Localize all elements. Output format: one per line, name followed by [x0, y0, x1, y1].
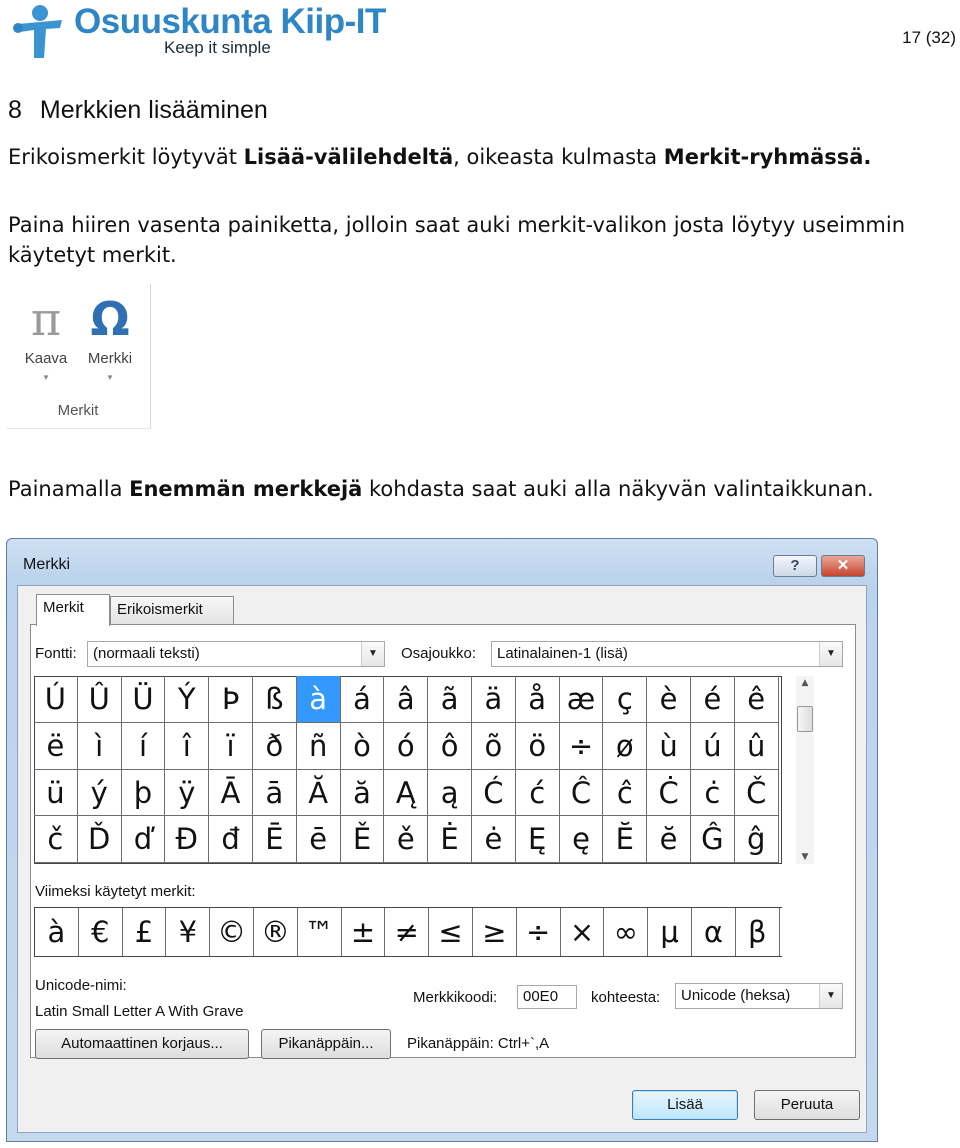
symbol-cell[interactable]: û — [735, 723, 779, 770]
shortcut-key-button[interactable]: Pikanäppäin... — [261, 1029, 391, 1059]
symbol-cell[interactable]: ß — [253, 676, 297, 723]
symbol-cell[interactable]: Č — [735, 770, 779, 817]
autocorrect-button[interactable]: Automaattinen korjaus... — [35, 1029, 249, 1059]
scroll-down-icon[interactable]: ▼ — [801, 852, 809, 862]
recent-symbol-cell[interactable]: ® — [254, 908, 298, 956]
recent-symbol-cell[interactable]: ≥ — [473, 908, 517, 956]
p1-text-2: , oikeasta kulmasta — [453, 145, 664, 169]
section-number: 8 — [8, 96, 22, 124]
symbol-cell[interactable]: ď — [122, 816, 166, 863]
symbol-dialog — [6, 538, 878, 1142]
symbol-cell[interactable]: ò — [341, 723, 385, 770]
p1-text-1: Erikoismerkit löytyvät — [8, 145, 244, 169]
symbol-cell[interactable]: đ — [209, 816, 253, 863]
unicode-name-value: Latin Small Letter A With Grave — [35, 1003, 244, 1020]
subset-value: Latinalainen-1 (lisä) — [497, 645, 628, 662]
recent-symbol-cell[interactable]: β — [736, 908, 780, 956]
symbol-cell[interactable]: ü — [34, 770, 78, 817]
from-label: kohteesta: — [591, 989, 661, 1006]
recent-symbol-cell[interactable]: × — [561, 908, 605, 956]
char-code-input[interactable]: 00E0 — [517, 985, 577, 1009]
symbol-cell[interactable]: ć — [516, 770, 560, 817]
symbol-cell[interactable]: ĕ — [647, 816, 691, 863]
help-button[interactable]: ? — [773, 555, 817, 577]
section-title: Merkkien lisääminen — [39, 96, 268, 124]
page-number: 17 (32) — [902, 28, 956, 47]
recent-symbol-cell[interactable]: € — [79, 908, 123, 956]
section-heading — [8, 96, 268, 125]
recent-symbol-cell[interactable]: μ — [648, 908, 692, 956]
symbol-cell[interactable]: Û — [78, 676, 122, 723]
recent-symbol-cell[interactable]: α — [692, 908, 736, 956]
symbol-cell[interactable]: Ĝ — [691, 816, 735, 863]
symbol-cell[interactable]: í — [122, 723, 166, 770]
symbol-cell[interactable]: ø — [603, 723, 647, 770]
grid-scrollbar[interactable] — [796, 676, 814, 864]
paragraph-1 — [8, 142, 958, 172]
symbol-cell[interactable]: Ě — [341, 816, 385, 863]
symbol-cell[interactable]: î — [165, 723, 209, 770]
recent-symbol-cell[interactable]: ≠ — [385, 908, 429, 956]
symbol-cell[interactable]: Ć — [472, 770, 516, 817]
symbol-cell[interactable]: ô — [428, 723, 472, 770]
omega-icon: Ω — [90, 292, 130, 346]
scroll-up-icon[interactable]: ▲ — [801, 678, 809, 688]
insert-button[interactable]: Lisää — [632, 1090, 738, 1120]
symbol-cell[interactable]: ĝ — [735, 816, 779, 863]
symbol-cell[interactable]: Ĉ — [560, 770, 604, 817]
logo-tagline: Keep it simple — [164, 38, 271, 57]
paragraph-2: Paina hiiren vasenta painiketta, jolloin saat auki merkit-valikon josta löytyy useimmin käytetyt merkit. — [8, 213, 906, 267]
subset-label: Osajoukko: — [401, 645, 477, 662]
symbol-cell[interactable]: Ü — [122, 676, 166, 723]
symbol-cell[interactable]: ç — [603, 676, 647, 723]
symbol-cell[interactable]: ē — [297, 816, 341, 863]
symbol-cell[interactable]: ö — [516, 723, 560, 770]
symbol-cell[interactable]: ú — [691, 723, 735, 770]
symbol-cell[interactable]: Ę — [516, 816, 560, 863]
symbol-cell[interactable]: Ă — [297, 770, 341, 817]
symbol-cell[interactable]: Ċ — [647, 770, 691, 817]
paragraph-3 — [8, 474, 958, 504]
p1-bold-2: Merkit-ryhmässä. — [663, 145, 872, 169]
company-logo — [4, 2, 386, 60]
chevron-down-icon: ▼ — [42, 373, 50, 382]
symbol-cell[interactable]: ì — [78, 723, 122, 770]
symbol-cell[interactable]: ð — [253, 723, 297, 770]
ribbon-symbols-group — [6, 284, 151, 429]
char-code-label: Merkkikoodi: — [413, 989, 498, 1006]
chevron-down-icon[interactable]: ▼ — [361, 642, 384, 666]
recent-symbol-cell[interactable]: ∞ — [604, 908, 648, 956]
recent-symbol-cell[interactable]: ≤ — [429, 908, 473, 956]
font-select[interactable] — [87, 641, 385, 667]
close-button[interactable]: ✕ — [821, 555, 865, 577]
symbol-cell[interactable]: Ú — [34, 676, 78, 723]
dialog-client — [17, 585, 867, 1133]
symbol-cell[interactable]: Ā — [209, 770, 253, 817]
pi-icon: π — [30, 292, 62, 346]
recent-symbol-cell[interactable]: à — [35, 908, 79, 956]
recent-symbol-cell[interactable]: © — [210, 908, 254, 956]
symbol-cell[interactable]: ý — [78, 770, 122, 817]
symbol-cell[interactable]: Ė — [428, 816, 472, 863]
symbol-cell[interactable]: Ý — [165, 676, 209, 723]
symbol-cell[interactable]: ó — [384, 723, 428, 770]
chevron-down-icon: ▼ — [106, 373, 114, 382]
symbol-cell[interactable]: ě — [384, 816, 428, 863]
recent-label: Viimeksi käytetyt merkit: — [35, 883, 196, 900]
symbol-cell[interactable]: č — [34, 816, 78, 863]
p1-bold-1: Lisää-välilehdeltä — [243, 145, 454, 169]
symbols-panel — [30, 624, 856, 1058]
logo-name: Osuuskunta Kiip-IT — [74, 2, 386, 41]
equation-label: Kaava — [24, 350, 68, 367]
tab-special-characters[interactable]: Erikoismerkit — [110, 596, 234, 624]
group-label: Merkit — [57, 402, 99, 419]
symbol-button[interactable] — [80, 292, 140, 382]
person-logo-icon — [4, 2, 70, 60]
symbol-cell[interactable]: ċ — [691, 770, 735, 817]
symbol-cell[interactable]: ă — [341, 770, 385, 817]
symbol-cell[interactable]: Ĕ — [603, 816, 647, 863]
recent-symbols — [34, 907, 782, 957]
symbol-cell[interactable]: æ — [560, 676, 604, 723]
symbol-cell[interactable]: à — [297, 676, 341, 723]
subset-select[interactable] — [491, 641, 843, 667]
symbol-cell[interactable]: â — [384, 676, 428, 723]
symbol-cell[interactable]: ę — [560, 816, 604, 863]
cancel-button[interactable]: Peruuta — [754, 1090, 860, 1120]
font-label: Fontti: — [35, 645, 77, 662]
recent-symbol-cell[interactable]: ÷ — [517, 908, 561, 956]
equation-button[interactable] — [16, 292, 76, 382]
chevron-down-icon[interactable]: ▼ — [819, 984, 842, 1008]
symbol-cell[interactable]: ā — [253, 770, 297, 817]
symbol-cell[interactable]: ą — [428, 770, 472, 817]
from-select[interactable] — [675, 983, 843, 1009]
symbol-cell[interactable]: õ — [472, 723, 516, 770]
symbol-cell[interactable]: Ē — [253, 816, 297, 863]
symbol-cell[interactable]: þ — [122, 770, 166, 817]
symbol-cell[interactable]: ä — [472, 676, 516, 723]
symbol-cell[interactable]: ÷ — [560, 723, 604, 770]
symbol-cell[interactable]: Ą — [384, 770, 428, 817]
symbol-cell[interactable]: ë — [34, 723, 78, 770]
symbol-cell[interactable]: è — [647, 676, 691, 723]
recent-symbol-cell[interactable]: ™ — [298, 908, 342, 956]
unicode-name-label: Unicode-nimi: — [35, 977, 127, 994]
symbol-cell[interactable]: ï — [209, 723, 253, 770]
symbol-cell[interactable]: ÿ — [165, 770, 209, 817]
symbol-cell[interactable]: ñ — [297, 723, 341, 770]
font-value: (normaali teksti) — [93, 645, 200, 662]
recent-symbol-cell[interactable]: ± — [342, 908, 386, 956]
symbol-cell[interactable]: ĉ — [603, 770, 647, 817]
symbol-cell[interactable]: ê — [735, 676, 779, 723]
symbol-cell[interactable]: á — [341, 676, 385, 723]
recent-symbol-cell[interactable]: ¥ — [166, 908, 210, 956]
symbol-cell[interactable]: ã — [428, 676, 472, 723]
symbol-cell[interactable]: ė — [472, 816, 516, 863]
from-value: Unicode (heksa) — [681, 987, 791, 1004]
symbol-cell[interactable]: é — [691, 676, 735, 723]
scroll-thumb[interactable] — [797, 706, 813, 732]
chevron-down-icon[interactable]: ▼ — [819, 642, 842, 666]
p3-text-1: Painamalla — [8, 477, 130, 501]
symbol-cell[interactable]: Þ — [209, 676, 253, 723]
p3-bold-1: Enemmän merkkejä — [129, 477, 363, 501]
recent-symbol-cell[interactable]: £ — [123, 908, 167, 956]
shortcut-text: Pikanäppäin: Ctrl+`,A — [407, 1035, 550, 1052]
dialog-title: Merkki — [23, 556, 71, 573]
symbol-cell[interactable]: å — [516, 676, 560, 723]
symbol-cell[interactable]: ù — [647, 723, 691, 770]
symbol-label: Merkki — [87, 350, 133, 367]
symbol-cell[interactable]: Ď — [78, 816, 122, 863]
p3-text-2: kohdasta saat auki alla näkyvän valintaikkunan. — [362, 477, 874, 501]
tab-symbols[interactable]: Merkit — [36, 594, 110, 626]
symbol-cell[interactable]: Đ — [165, 816, 209, 863]
